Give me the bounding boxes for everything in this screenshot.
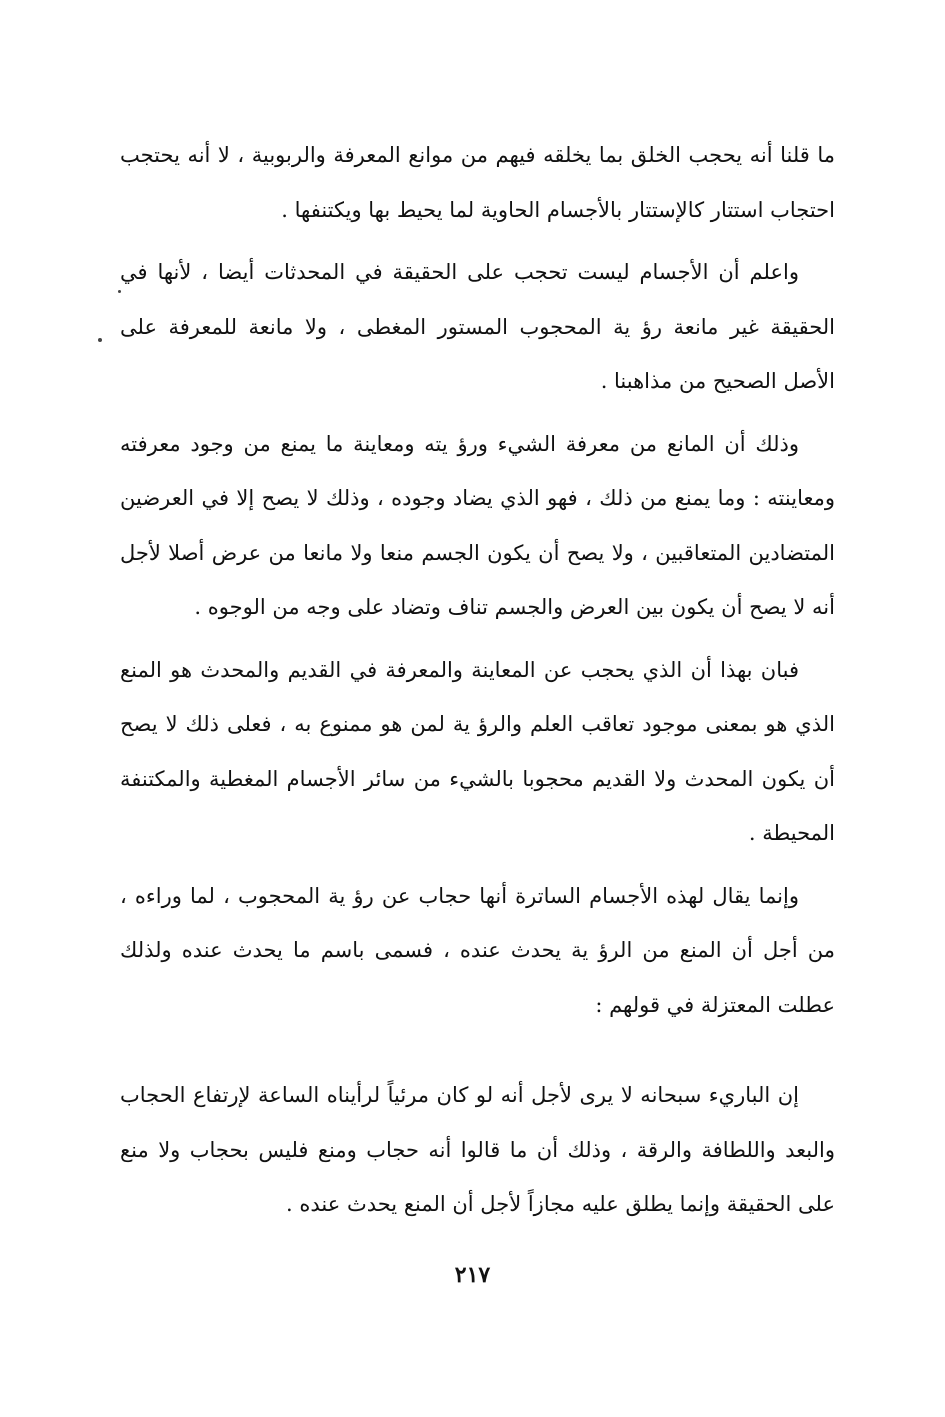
paragraph-3-text: وذلك أن المانع من معرفة الشيء ورؤ يته ومعاينة ما يمنع من وجود معرفته ومعاينته : وما يمنع من ذلك ، فهو الذي يضاد وجوده ، وذلك لا يصح إلا في العرضين المتضادين المتعاقبين ، ولا يصح أن يكون الجسم منعا ولا مانعا من عرض أصلا لأجل أنه لا يصح أن يكون بين العرض والجسم تناف وتضاد على وجه من الوجوه . [120,431,835,619]
paragraph-5-text: وإنما يقال لهذه الأجسام الساترة أنها حجاب عن رؤ ية المحجوب ، لما وراءه ، من أجل أن المنع من الرؤ ية يحدث عنده ، فسمى باسم ما يحدث عنده ولذلك عطلت المعتزلة في قولهم : [120,883,835,1017]
scan-speck [118,290,121,293]
paragraph-2 [120,245,835,409]
paragraph-1 [120,128,835,237]
paragraph-4 [120,643,835,861]
paragraph-4-text: فبان بهذا أن الذي يحجب عن المعاينة والمعرفة في القديم والمحدث هو المنع الذي هو بمعنى موجود تعاقب العلم والرؤ ية لمن هو ممنوع به ، فعلى ذلك لا يصح أن يكون المحدث ولا القديم محجوبا بالشيء من سائر الأجسام المغطية والمكتنفة المحيطة . [120,657,835,845]
paragraph-3 [120,417,835,635]
paragraph-2-text: واعلم أن الأجسام ليست تحجب على الحقيقة في المحدثات أيضا ، لأنها في الحقيقة غير مانعة رؤ ية المحجوب المستور المغطى ، ولا مانعة للمعرفة على الأصل الصحيح من مذاهبنا . [120,260,835,393]
paragraph-5 [120,869,835,1033]
paragraph-6-text: إن الباريء سبحانه لا يرى لأجل أنه لو كان مرئياً لرأيناه الساعة لإرتفاع الحجاب والبعد واللطافة والرقة ، وذلك أن ما قالوا أنه حجاب ومنع فليس بحجاب ولا منع على الحقيقة وإنما يطلق عليه مجازاً لأجل أن المنع يحدث عنده . [120,1083,835,1216]
page-body [120,128,835,1232]
page-number: ٢١٧ [454,1262,491,1288]
scan-speck [98,338,102,342]
paragraph-1-text: ما قلنا أنه يحجب الخلق بما يخلقه فيهم من موانع المعرفة والربوبية ، لا أنه يحتجب احتجاب استتار كالإستتار بالأجسام الحاوية لما يحيط بها ويكتنفها . [120,143,835,222]
paragraph-6 [120,1068,835,1232]
